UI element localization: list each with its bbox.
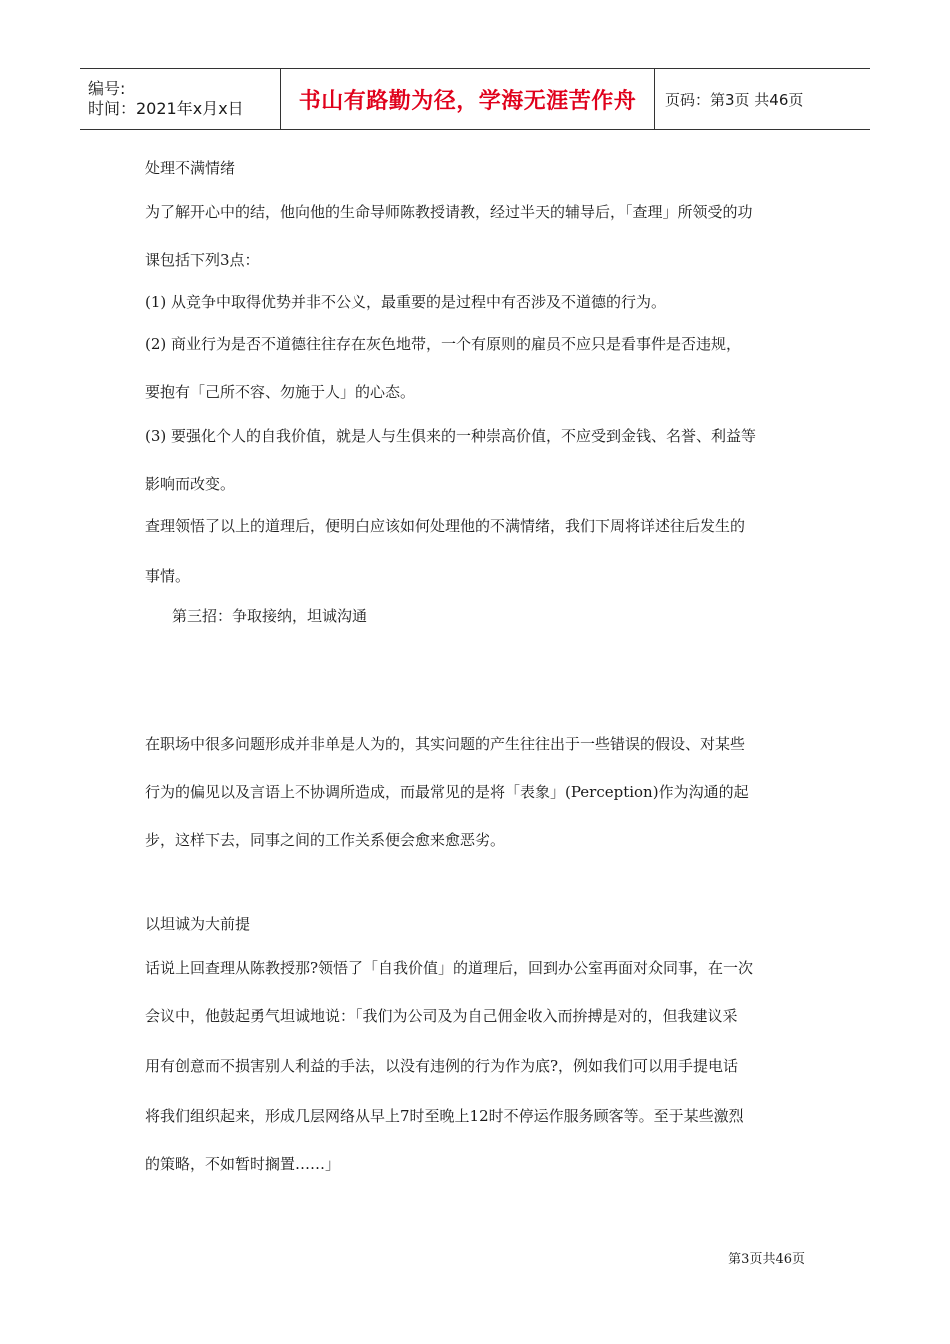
header-meta bbox=[80, 69, 281, 129]
paragraph-line: 步，这样下去，同事之间的工作关系便会愈来愈恶劣。 bbox=[145, 831, 506, 849]
paragraph-line: 事情。 bbox=[145, 567, 191, 585]
paragraph-line: 将我们组织起来，形成几层网络从早上7时至晚上12时不停运作服务顾客等。至于某些激烈 bbox=[145, 1107, 744, 1125]
paragraph-line: 会议中，他鼓起勇气坦诚地说：「我们为公司及为自己佣金收入而拚搏是对的，但我建议采 bbox=[145, 1007, 738, 1025]
paragraph-line: 的策略，不如暂时搁置……」 bbox=[145, 1155, 341, 1173]
paragraph-line: 课包括下列3点： bbox=[145, 251, 260, 269]
page-footer: 第3页共46页 bbox=[728, 1252, 805, 1267]
list-item: (2) 商业行为是否不道德往往存在灰色地带，一个有原则的雇员不应只是看事件是否违规， bbox=[145, 335, 742, 353]
section-heading: 第三招：争取接纳，坦诚沟通 bbox=[172, 607, 368, 625]
paragraph-line: 行为的偏见以及言语上不协调所造成，而最常见的是将「表象」(Perception)作为沟通的起 bbox=[145, 783, 749, 801]
paragraph-line: 查理领悟了以上的道理后，便明白应该如何处理他的不满情绪，我们下周将详述往后发生的 bbox=[145, 517, 746, 535]
header-page-number: 页码：第3页 共46页 bbox=[665, 90, 804, 109]
paragraph-line: 要抱有「己所不容、勿施于人」的心态。 bbox=[145, 383, 416, 401]
paragraph-line: 话说上回查理从陈教授那?领悟了「自我价值」的道理后，回到办公室再面对众同事，在一次 bbox=[145, 959, 754, 977]
section-heading: 以坦诚为大前提 bbox=[145, 915, 251, 933]
document-number: 编号: bbox=[88, 79, 126, 98]
section-heading: 处理不满情绪 bbox=[145, 159, 236, 177]
paragraph-line: 用有创意而不损害别人利益的手法，以没有违例的行为作为底?，例如我们可以用手提电话 bbox=[145, 1057, 739, 1075]
document-date: 时间：2021年x月x日 bbox=[88, 99, 244, 118]
list-item: (1) 从竞争中取得优势并非不公义，最重要的是过程中有否涉及不道德的行为。 bbox=[145, 293, 667, 311]
header-motto: 书山有路勤为径，学海无涯苦作舟 bbox=[281, 69, 655, 129]
paragraph-line: 在职场中很多问题形成并非单是人为的，其实问题的产生往往出于一些错误的假设、对某些 bbox=[145, 735, 746, 753]
page-header bbox=[80, 68, 870, 130]
paragraph-line: 影响而改变。 bbox=[145, 475, 236, 493]
paragraph-line: 为了解开心中的结，他向他的生命导师陈教授请教，经过半天的辅导后，「查理」所领受的功 bbox=[145, 203, 753, 221]
list-item: (3) 要强化个人的自我价值，就是人与生俱来的一种崇高价值，不应受到金钱、名誉、利益等 bbox=[145, 427, 757, 445]
